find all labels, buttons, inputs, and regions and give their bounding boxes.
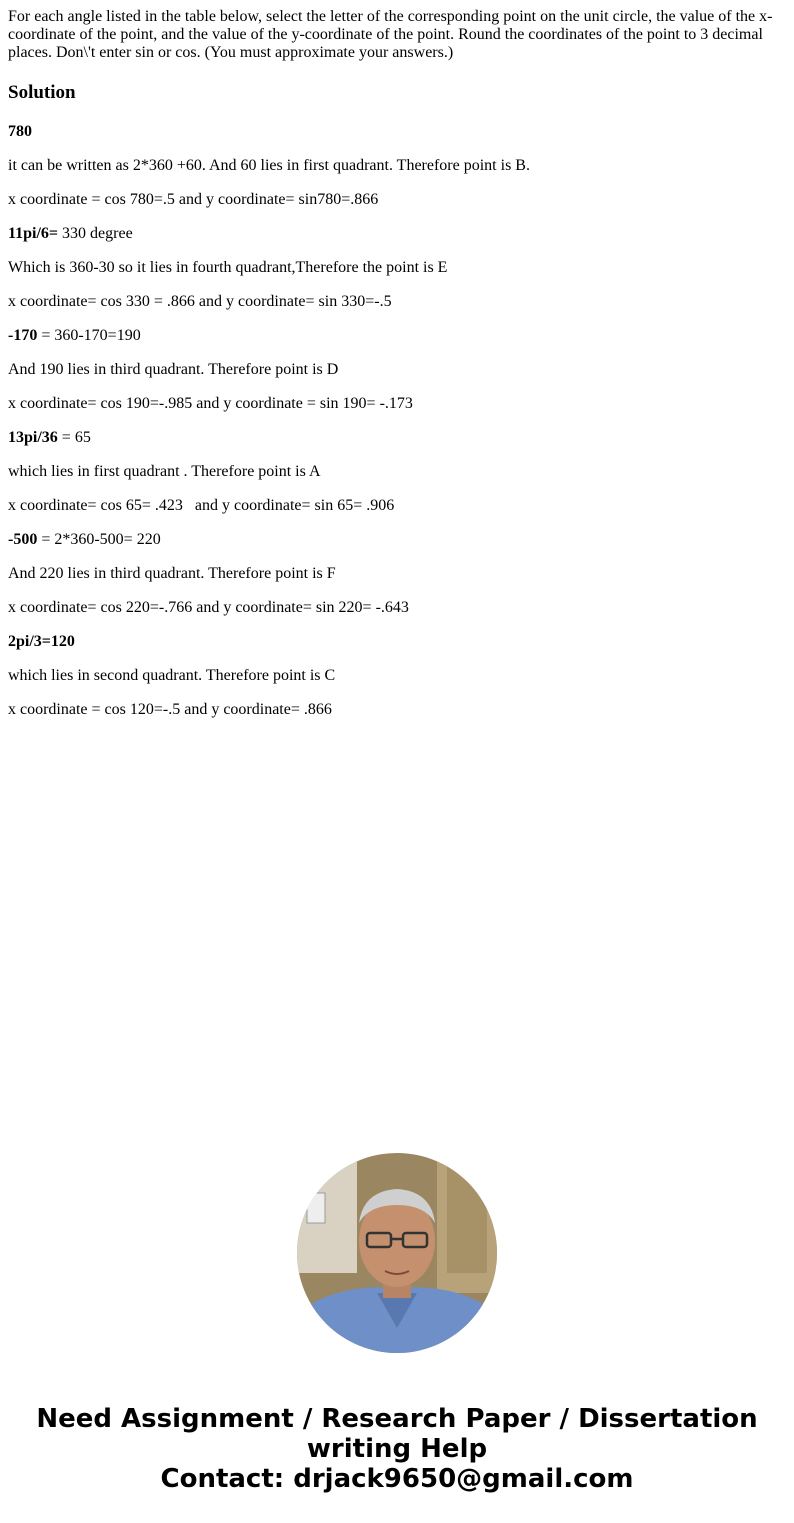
solution-step-line: [8, 157, 786, 175]
document-body: [8, 8, 786, 735]
step-text: = 360-170=190: [37, 327, 141, 344]
step-text: And 220 lies in third quadrant. Therefore point is F: [8, 565, 336, 582]
step-text: x coordinate= cos 65= .423 and y coordinate= sin 65= .906: [8, 497, 395, 514]
solution-step-line: [8, 463, 786, 481]
solution-step-line: [8, 531, 786, 549]
author-avatar: [297, 1153, 497, 1353]
solution-step-line: [8, 327, 786, 345]
step-text: x coordinate= cos 220=-.766 and y coordinate= sin 220= -.643: [8, 599, 409, 616]
promo-contact: Contact: drjack9650@gmail.com: [160, 1464, 634, 1494]
solution-step-line: [8, 701, 786, 719]
promo-line-1: Need Assignment / Research Paper / Dissertation: [36, 1404, 758, 1434]
solution-heading: Solution: [8, 82, 76, 103]
step-angle-label: 2pi/3=120: [8, 633, 75, 650]
solution-step-line: [8, 497, 786, 515]
step-angle-label: 11pi/6=: [8, 225, 59, 242]
step-text: = 65: [57, 429, 91, 446]
step-text: which lies in second quadrant. Therefore point is C: [8, 667, 336, 684]
solution-step-line: [8, 225, 786, 243]
solution-steps: [8, 123, 786, 719]
solution-step-line: [8, 429, 786, 447]
step-text: Which is 360-30 so it lies in fourth quadrant,Therefore the point is E: [8, 259, 448, 276]
step-text: And 190 lies in third quadrant. Therefore point is D: [8, 361, 339, 378]
step-text: x coordinate= cos 330 = .866 and y coordinate= sin 330=-.5: [8, 293, 392, 310]
step-text: = 2*360-500= 220: [37, 531, 161, 548]
solution-step-line: [8, 293, 786, 311]
avatar-photo: [297, 1153, 497, 1353]
step-text: 330 degree: [58, 225, 133, 242]
solution-step-line: [8, 361, 786, 379]
step-text: it can be written as 2*360 +60. And 60 lies in first quadrant. Therefore point is B.: [8, 157, 530, 174]
solution-step-line: [8, 633, 786, 651]
solution-step-line: [8, 123, 786, 141]
step-text: which lies in first quadrant . Therefore point is A: [8, 463, 321, 480]
step-angle-label: 13pi/36: [8, 429, 58, 446]
step-angle-label: -500: [8, 531, 38, 548]
solution-step-line: [8, 259, 786, 277]
question-text: For each angle listed in the table below, select the letter of the corresponding point on the unit circle, the value of the x-coordinate of the point, and the value of the y-coordinate of the point. Round the coordinates of the point to 3 decimal places. Don\'t enter sin or cos. (You must approximate your answers.): [8, 8, 773, 61]
solution-step-line: [8, 191, 786, 209]
solution-step-line: [8, 395, 786, 413]
promo-banner: [0, 1404, 794, 1494]
solution-step-line: [8, 599, 786, 617]
step-text: x coordinate= cos 190=-.985 and y coordinate = sin 190= -.173: [8, 395, 413, 412]
step-text: x coordinate = cos 120=-.5 and y coordinate= .866: [8, 701, 332, 718]
promo-line-2: writing Help: [306, 1434, 488, 1464]
step-text: x coordinate = cos 780=.5 and y coordinate= sin780=.866: [8, 191, 379, 208]
solution-step-line: [8, 565, 786, 583]
step-angle-label: -170: [8, 327, 38, 344]
solution-step-line: [8, 667, 786, 685]
step-angle-label: 780: [8, 123, 32, 140]
